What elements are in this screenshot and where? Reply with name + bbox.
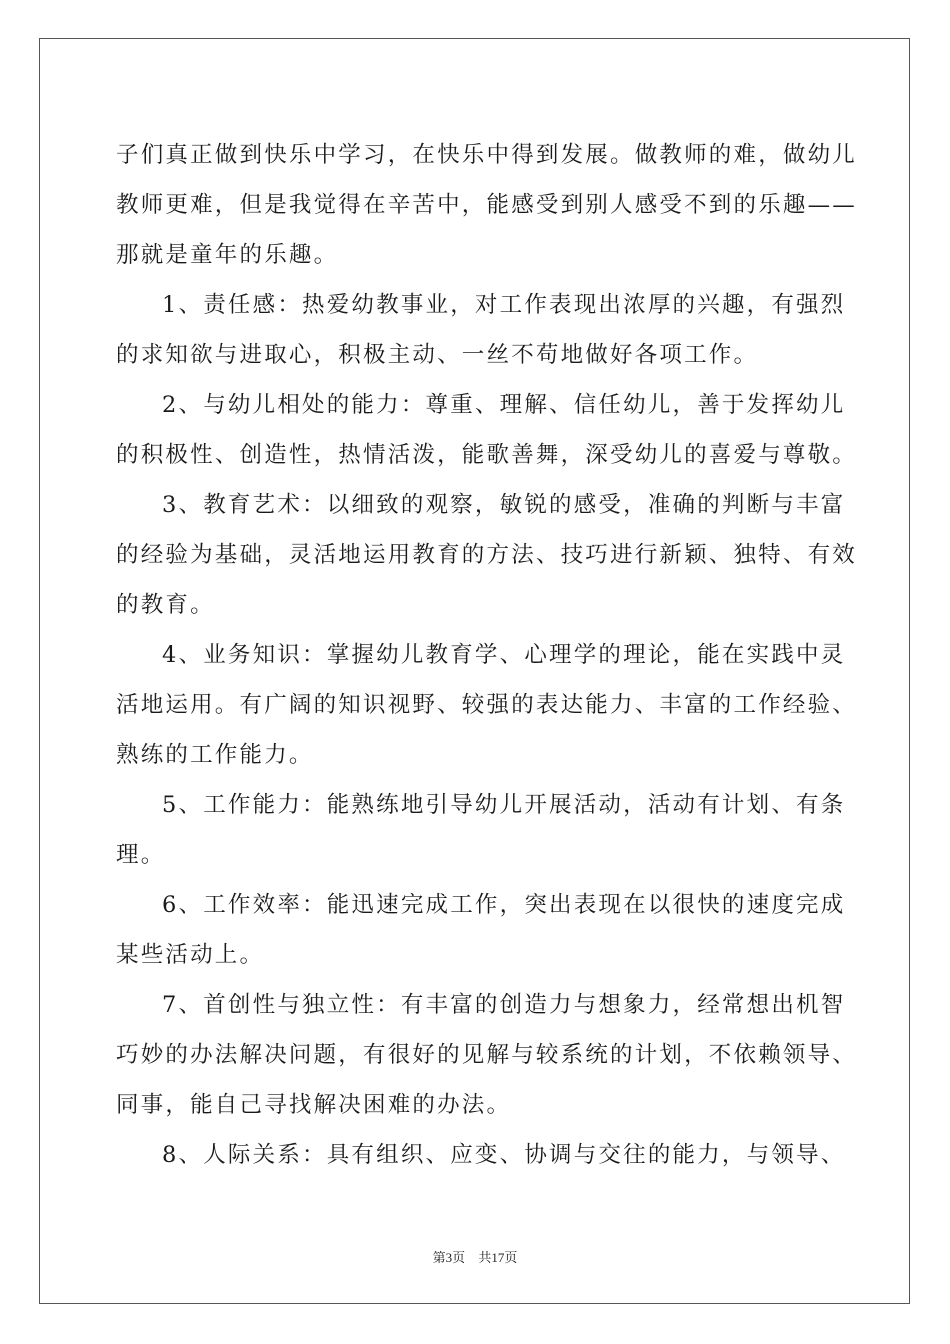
text-line: 教师更难，但是我觉得在辛苦中，能感受到别人感受不到的乐趣——: [116, 192, 858, 218]
text-line: 7、首创性与独立性：有丰富的创造力与想象力，经常想出机智: [162, 992, 846, 1018]
text-line: 活地运用。有广阔的知识视野、较强的表达能力、丰富的工作经验、: [116, 692, 858, 718]
text-line: 6、工作效率：能迅速完成工作，突出表现在以很快的速度完成: [162, 892, 846, 918]
text-line: 那就是童年的乐趣。: [116, 242, 339, 268]
text-line: 2、与幼儿相处的能力：尊重、理解、信任幼儿，善于发挥幼儿: [162, 392, 846, 418]
page-total: 共17页: [478, 1250, 518, 1265]
text-line: 4、业务知识：掌握幼儿教育学、心理学的理论，能在实践中灵: [162, 642, 846, 668]
text-line: 的教育。: [116, 592, 215, 618]
text-line: 理。: [116, 842, 166, 868]
text-line: 3、教育艺术：以细致的观察，敏锐的感受，准确的判断与丰富: [162, 492, 846, 518]
text-line: 8、人际关系：具有组织、应变、协调与交往的能力，与领导、: [162, 1142, 846, 1168]
text-line: 巧妙的办法解决问题，有很好的见解与较系统的计划，不依赖领导、: [116, 1042, 858, 1068]
text-line: 的积极性、创造性，热情活泼，能歌善舞，深受幼儿的喜爱与尊敬。: [116, 442, 858, 468]
page-number: 第3页: [432, 1250, 466, 1265]
text-line: 熟练的工作能力。: [116, 742, 314, 768]
text-line: 的经验为基础，灵活地运用教育的方法、技巧进行新颖、独特、有效: [116, 542, 858, 568]
text-line: 的求知欲与进取心，积极主动、一丝不苟地做好各项工作。: [116, 342, 759, 368]
document-body: [116, 130, 858, 1180]
text-line: 某些活动上。: [116, 942, 265, 968]
page-footer: [0, 1247, 950, 1266]
text-line: 子们真正做到快乐中学习，在快乐中得到发展。做教师的难，做幼儿: [116, 142, 858, 168]
text-line: 5、工作能力：能熟练地引导幼儿开展活动，活动有计划、有条: [162, 792, 846, 818]
text-line: 1、责任感：热爱幼教事业，对工作表现出浓厚的兴趣，有强烈: [162, 292, 846, 318]
text-line: 同事，能自己寻找解决困难的办法。: [116, 1092, 512, 1118]
